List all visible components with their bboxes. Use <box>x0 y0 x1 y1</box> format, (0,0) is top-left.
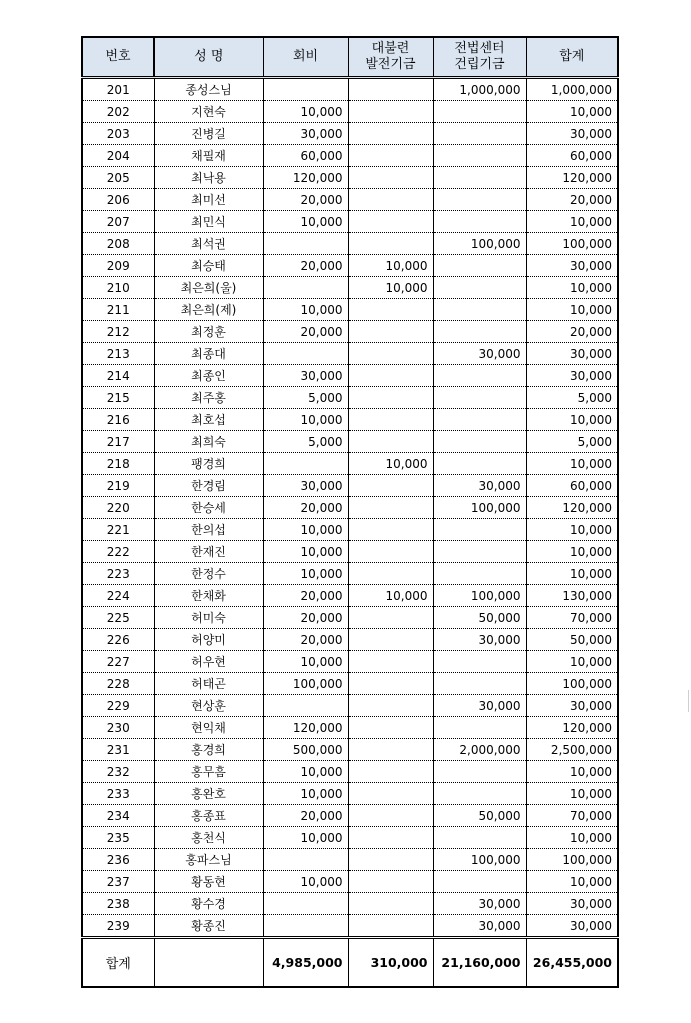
table-row <box>82 805 618 827</box>
cell-total: 20,000 <box>526 321 618 343</box>
cell-dues: 5,000 <box>263 387 348 409</box>
cell-name: 한채화 <box>154 585 263 607</box>
cell-total: 10,000 <box>526 409 618 431</box>
cell-dues <box>263 849 348 871</box>
table-row <box>82 827 618 849</box>
cell-dues: 10,000 <box>263 101 348 123</box>
cell-fund1 <box>348 299 433 321</box>
cell-dues: 10,000 <box>263 519 348 541</box>
table-row <box>82 211 618 233</box>
cell-name: 홍완호 <box>154 783 263 805</box>
cell-no: 201 <box>82 78 154 101</box>
cell-name: 지현숙 <box>154 101 263 123</box>
cell-name: 황수경 <box>154 893 263 915</box>
cell-name: 허미숙 <box>154 607 263 629</box>
cell-total: 30,000 <box>526 123 618 145</box>
cell-no: 203 <box>82 123 154 145</box>
cell-no: 228 <box>82 673 154 695</box>
cell-total: 30,000 <box>526 695 618 717</box>
cell-fund1 <box>348 101 433 123</box>
cell-name: 허우현 <box>154 651 263 673</box>
table-row <box>82 783 618 805</box>
table-row <box>82 431 618 453</box>
total-dues: 4,985,000 <box>263 938 348 988</box>
total-fund1: 310,000 <box>348 938 433 988</box>
table-row <box>82 893 618 915</box>
total-label: 합계 <box>82 938 154 988</box>
cell-dues: 10,000 <box>263 409 348 431</box>
table-row <box>82 563 618 585</box>
cell-name: 최주홍 <box>154 387 263 409</box>
cell-total: 5,000 <box>526 387 618 409</box>
cell-fund1: 10,000 <box>348 585 433 607</box>
cell-total: 30,000 <box>526 343 618 365</box>
cell-fund2: 100,000 <box>433 849 526 871</box>
cell-no: 225 <box>82 607 154 629</box>
cell-fund1 <box>348 431 433 453</box>
cell-fund1 <box>348 497 433 519</box>
cell-fund2: 100,000 <box>433 233 526 255</box>
table-row <box>82 497 618 519</box>
table-row <box>82 541 618 563</box>
cell-fund2 <box>433 673 526 695</box>
cell-dues: 20,000 <box>263 585 348 607</box>
cell-fund1 <box>348 233 433 255</box>
cell-name: 최종인 <box>154 365 263 387</box>
cell-fund1 <box>348 651 433 673</box>
cell-fund2 <box>433 365 526 387</box>
table-row <box>82 695 618 717</box>
cell-no: 204 <box>82 145 154 167</box>
cell-dues: 10,000 <box>263 871 348 893</box>
cell-fund2 <box>433 211 526 233</box>
cell-fund1 <box>348 519 433 541</box>
table-row <box>82 78 618 101</box>
cell-fund1 <box>348 343 433 365</box>
cell-no: 224 <box>82 585 154 607</box>
table-row <box>82 453 618 475</box>
cell-total: 1,000,000 <box>526 78 618 101</box>
cell-fund2 <box>433 431 526 453</box>
cell-total: 10,000 <box>526 563 618 585</box>
table-header <box>82 37 618 78</box>
cell-no: 216 <box>82 409 154 431</box>
cell-fund1 <box>348 387 433 409</box>
cell-fund2 <box>433 101 526 123</box>
cell-total: 100,000 <box>526 849 618 871</box>
cell-total: 10,000 <box>526 827 618 849</box>
cell-fund2: 30,000 <box>433 695 526 717</box>
table-row <box>82 717 618 739</box>
cell-fund2 <box>433 189 526 211</box>
cell-no: 207 <box>82 211 154 233</box>
cell-dues: 10,000 <box>263 299 348 321</box>
cell-fund1 <box>348 629 433 651</box>
cell-name: 홍종표 <box>154 805 263 827</box>
table-row <box>82 189 618 211</box>
table-row <box>82 519 618 541</box>
cell-fund2 <box>433 717 526 739</box>
cell-fund2 <box>433 827 526 849</box>
cell-fund2: 1,000,000 <box>433 78 526 101</box>
cell-fund2 <box>433 321 526 343</box>
cell-fund1 <box>348 365 433 387</box>
cell-dues: 10,000 <box>263 541 348 563</box>
header-fund1 <box>348 37 433 78</box>
cell-name: 현익채 <box>154 717 263 739</box>
cell-name: 최은희(제) <box>154 299 263 321</box>
table-row <box>82 629 618 651</box>
cell-dues: 10,000 <box>263 211 348 233</box>
cell-fund1 <box>348 893 433 915</box>
cell-total: 70,000 <box>526 805 618 827</box>
cell-fund1 <box>348 475 433 497</box>
cell-no: 220 <box>82 497 154 519</box>
cell-fund2 <box>433 123 526 145</box>
cell-total: 30,000 <box>526 893 618 915</box>
cell-no: 205 <box>82 167 154 189</box>
cell-total: 30,000 <box>526 255 618 277</box>
cell-dues: 10,000 <box>263 783 348 805</box>
cell-dues <box>263 343 348 365</box>
cell-fund2: 100,000 <box>433 585 526 607</box>
cell-total: 60,000 <box>526 475 618 497</box>
cell-dues: 20,000 <box>263 189 348 211</box>
header-fund1-line2: 발전기금 <box>365 57 416 72</box>
cell-name: 황종진 <box>154 915 263 938</box>
cell-total: 100,000 <box>526 233 618 255</box>
cell-fund2 <box>433 453 526 475</box>
cell-total: 120,000 <box>526 497 618 519</box>
cell-fund1 <box>348 673 433 695</box>
cell-name: 최미선 <box>154 189 263 211</box>
cell-dues: 100,000 <box>263 673 348 695</box>
cell-fund1 <box>348 849 433 871</box>
table-row <box>82 321 618 343</box>
cell-name: 홍천식 <box>154 827 263 849</box>
cell-dues: 10,000 <box>263 827 348 849</box>
cell-fund2 <box>433 387 526 409</box>
cell-fund1 <box>348 78 433 101</box>
cell-no: 202 <box>82 101 154 123</box>
header-row <box>82 37 618 78</box>
cell-dues <box>263 453 348 475</box>
header-fund2-line2: 건립기금 <box>454 57 505 72</box>
cell-fund1 <box>348 607 433 629</box>
table-row <box>82 145 618 167</box>
cell-fund2: 100,000 <box>433 497 526 519</box>
cell-total: 2,500,000 <box>526 739 618 761</box>
cell-fund2 <box>433 519 526 541</box>
cell-fund1 <box>348 761 433 783</box>
cell-name: 최정훈 <box>154 321 263 343</box>
cell-total: 5,000 <box>526 431 618 453</box>
cell-no: 232 <box>82 761 154 783</box>
cell-name: 황동현 <box>154 871 263 893</box>
cell-no: 237 <box>82 871 154 893</box>
cell-fund2 <box>433 783 526 805</box>
cell-fund1 <box>348 871 433 893</box>
cell-name: 최종대 <box>154 343 263 365</box>
table-row <box>82 475 618 497</box>
cell-total: 70,000 <box>526 607 618 629</box>
cell-fund1 <box>348 739 433 761</box>
cell-dues: 120,000 <box>263 167 348 189</box>
cell-no: 223 <box>82 563 154 585</box>
cell-name: 한의섭 <box>154 519 263 541</box>
table-row <box>82 651 618 673</box>
cell-total: 120,000 <box>526 717 618 739</box>
cell-fund1: 10,000 <box>348 453 433 475</box>
table-row <box>82 277 618 299</box>
cell-total: 10,000 <box>526 761 618 783</box>
cell-total: 10,000 <box>526 519 618 541</box>
cell-total: 10,000 <box>526 541 618 563</box>
cell-total: 10,000 <box>526 211 618 233</box>
table-row <box>82 365 618 387</box>
cell-name: 현상훈 <box>154 695 263 717</box>
cell-dues: 30,000 <box>263 365 348 387</box>
cell-fund1 <box>348 805 433 827</box>
cell-dues: 10,000 <box>263 563 348 585</box>
cell-fund2 <box>433 651 526 673</box>
table-row <box>82 915 618 938</box>
cell-name: 종성스님 <box>154 78 263 101</box>
table-row <box>82 387 618 409</box>
cell-no: 230 <box>82 717 154 739</box>
cell-fund2 <box>433 871 526 893</box>
cell-no: 235 <box>82 827 154 849</box>
cell-dues <box>263 277 348 299</box>
cell-no: 233 <box>82 783 154 805</box>
cell-no: 214 <box>82 365 154 387</box>
cell-fund1 <box>348 145 433 167</box>
cell-name: 한승세 <box>154 497 263 519</box>
table-row <box>82 871 618 893</box>
cell-dues: 20,000 <box>263 629 348 651</box>
table-row <box>82 409 618 431</box>
table-body <box>82 78 618 938</box>
cell-fund1 <box>348 563 433 585</box>
table-row <box>82 255 618 277</box>
cell-no: 227 <box>82 651 154 673</box>
cell-name: 허태곤 <box>154 673 263 695</box>
cell-fund1 <box>348 915 433 938</box>
cell-name: 한정수 <box>154 563 263 585</box>
cell-no: 210 <box>82 277 154 299</box>
donation-ledger-table <box>81 36 619 988</box>
cell-name: 최호섭 <box>154 409 263 431</box>
table-row <box>82 585 618 607</box>
cell-dues <box>263 695 348 717</box>
cell-name: 채필재 <box>154 145 263 167</box>
cell-name: 홍무흠 <box>154 761 263 783</box>
cell-no: 213 <box>82 343 154 365</box>
cell-dues: 5,000 <box>263 431 348 453</box>
cell-no: 226 <box>82 629 154 651</box>
cell-no: 209 <box>82 255 154 277</box>
cell-no: 231 <box>82 739 154 761</box>
cell-dues: 20,000 <box>263 321 348 343</box>
cell-dues <box>263 233 348 255</box>
cell-dues: 20,000 <box>263 497 348 519</box>
cell-no: 208 <box>82 233 154 255</box>
cell-total: 120,000 <box>526 167 618 189</box>
cell-name: 허양미 <box>154 629 263 651</box>
cell-fund2: 50,000 <box>433 805 526 827</box>
cell-fund2 <box>433 541 526 563</box>
cell-fund1 <box>348 409 433 431</box>
cell-dues: 120,000 <box>263 717 348 739</box>
cell-no: 236 <box>82 849 154 871</box>
cell-no: 217 <box>82 431 154 453</box>
cell-dues: 30,000 <box>263 123 348 145</box>
cell-no: 219 <box>82 475 154 497</box>
cell-no: 234 <box>82 805 154 827</box>
cell-no: 206 <box>82 189 154 211</box>
cell-total: 20,000 <box>526 189 618 211</box>
cell-total: 60,000 <box>526 145 618 167</box>
total-fund2: 21,160,000 <box>433 938 526 988</box>
cell-fund2 <box>433 145 526 167</box>
cell-name: 최민식 <box>154 211 263 233</box>
cell-dues <box>263 78 348 101</box>
cell-total: 10,000 <box>526 783 618 805</box>
cell-fund2 <box>433 409 526 431</box>
header-dues: 회비 <box>263 37 348 78</box>
cell-dues: 20,000 <box>263 805 348 827</box>
cell-fund1 <box>348 827 433 849</box>
cell-dues: 30,000 <box>263 475 348 497</box>
cell-dues: 10,000 <box>263 651 348 673</box>
cell-fund2 <box>433 255 526 277</box>
cell-fund1 <box>348 167 433 189</box>
cell-dues <box>263 893 348 915</box>
cell-fund1 <box>348 321 433 343</box>
cell-dues: 20,000 <box>263 255 348 277</box>
header-fund2-line1: 전법센터 <box>454 41 505 56</box>
cell-total: 10,000 <box>526 871 618 893</box>
cell-fund1 <box>348 541 433 563</box>
cell-name: 최승태 <box>154 255 263 277</box>
cell-dues: 60,000 <box>263 145 348 167</box>
cell-total: 30,000 <box>526 915 618 938</box>
cell-fund1 <box>348 717 433 739</box>
cell-fund1 <box>348 123 433 145</box>
cell-total: 50,000 <box>526 629 618 651</box>
table-row <box>82 233 618 255</box>
table-row <box>82 101 618 123</box>
cell-no: 238 <box>82 893 154 915</box>
cell-fund2 <box>433 563 526 585</box>
total-row <box>82 938 618 988</box>
total-name-cell <box>154 938 263 988</box>
cell-fund2: 30,000 <box>433 343 526 365</box>
header-fund2 <box>433 37 526 78</box>
cell-name: 홍경희 <box>154 739 263 761</box>
cell-fund2: 30,000 <box>433 915 526 938</box>
header-total: 합계 <box>526 37 618 78</box>
table-row <box>82 849 618 871</box>
cell-no: 218 <box>82 453 154 475</box>
cell-name: 진병길 <box>154 123 263 145</box>
cell-name: 한경림 <box>154 475 263 497</box>
cell-total: 100,000 <box>526 673 618 695</box>
cell-fund1: 10,000 <box>348 277 433 299</box>
cell-total: 10,000 <box>526 453 618 475</box>
cell-fund2 <box>433 277 526 299</box>
header-fund1-line1: 대불련 <box>371 41 410 56</box>
cell-fund2: 30,000 <box>433 629 526 651</box>
table-row <box>82 673 618 695</box>
cell-no: 211 <box>82 299 154 321</box>
cell-name: 한재진 <box>154 541 263 563</box>
cell-fund2: 30,000 <box>433 475 526 497</box>
cell-no: 239 <box>82 915 154 938</box>
cell-total: 30,000 <box>526 365 618 387</box>
table-row <box>82 343 618 365</box>
cell-total: 10,000 <box>526 299 618 321</box>
cell-name: 최은희(울) <box>154 277 263 299</box>
cell-dues: 500,000 <box>263 739 348 761</box>
cell-dues: 20,000 <box>263 607 348 629</box>
grand-total: 26,455,000 <box>526 938 618 988</box>
cell-no: 215 <box>82 387 154 409</box>
cell-fund1 <box>348 695 433 717</box>
table-row <box>82 739 618 761</box>
table-row <box>82 167 618 189</box>
header-name: 성 명 <box>154 37 263 78</box>
cell-total: 10,000 <box>526 651 618 673</box>
cell-no: 212 <box>82 321 154 343</box>
cell-fund2 <box>433 299 526 321</box>
cell-no: 229 <box>82 695 154 717</box>
cell-fund1 <box>348 189 433 211</box>
cell-fund1 <box>348 211 433 233</box>
cell-no: 221 <box>82 519 154 541</box>
cell-total: 130,000 <box>526 585 618 607</box>
cell-fund2 <box>433 761 526 783</box>
cell-total: 10,000 <box>526 101 618 123</box>
cell-fund2: 50,000 <box>433 607 526 629</box>
table-row <box>82 761 618 783</box>
cell-fund1: 10,000 <box>348 255 433 277</box>
cell-name: 최석권 <box>154 233 263 255</box>
table-footer <box>82 938 618 988</box>
cell-dues <box>263 915 348 938</box>
cell-fund2: 2,000,000 <box>433 739 526 761</box>
cell-name: 홍파스님 <box>154 849 263 871</box>
cell-dues: 10,000 <box>263 761 348 783</box>
cell-fund2 <box>433 167 526 189</box>
header-no: 번호 <box>82 37 154 78</box>
cell-name: 팽경희 <box>154 453 263 475</box>
cell-fund1 <box>348 783 433 805</box>
table-row <box>82 299 618 321</box>
cell-total: 10,000 <box>526 277 618 299</box>
cell-name: 최희숙 <box>154 431 263 453</box>
table-row <box>82 607 618 629</box>
cell-fund2: 30,000 <box>433 893 526 915</box>
table-row <box>82 123 618 145</box>
cell-name: 최낙용 <box>154 167 263 189</box>
cell-no: 222 <box>82 541 154 563</box>
